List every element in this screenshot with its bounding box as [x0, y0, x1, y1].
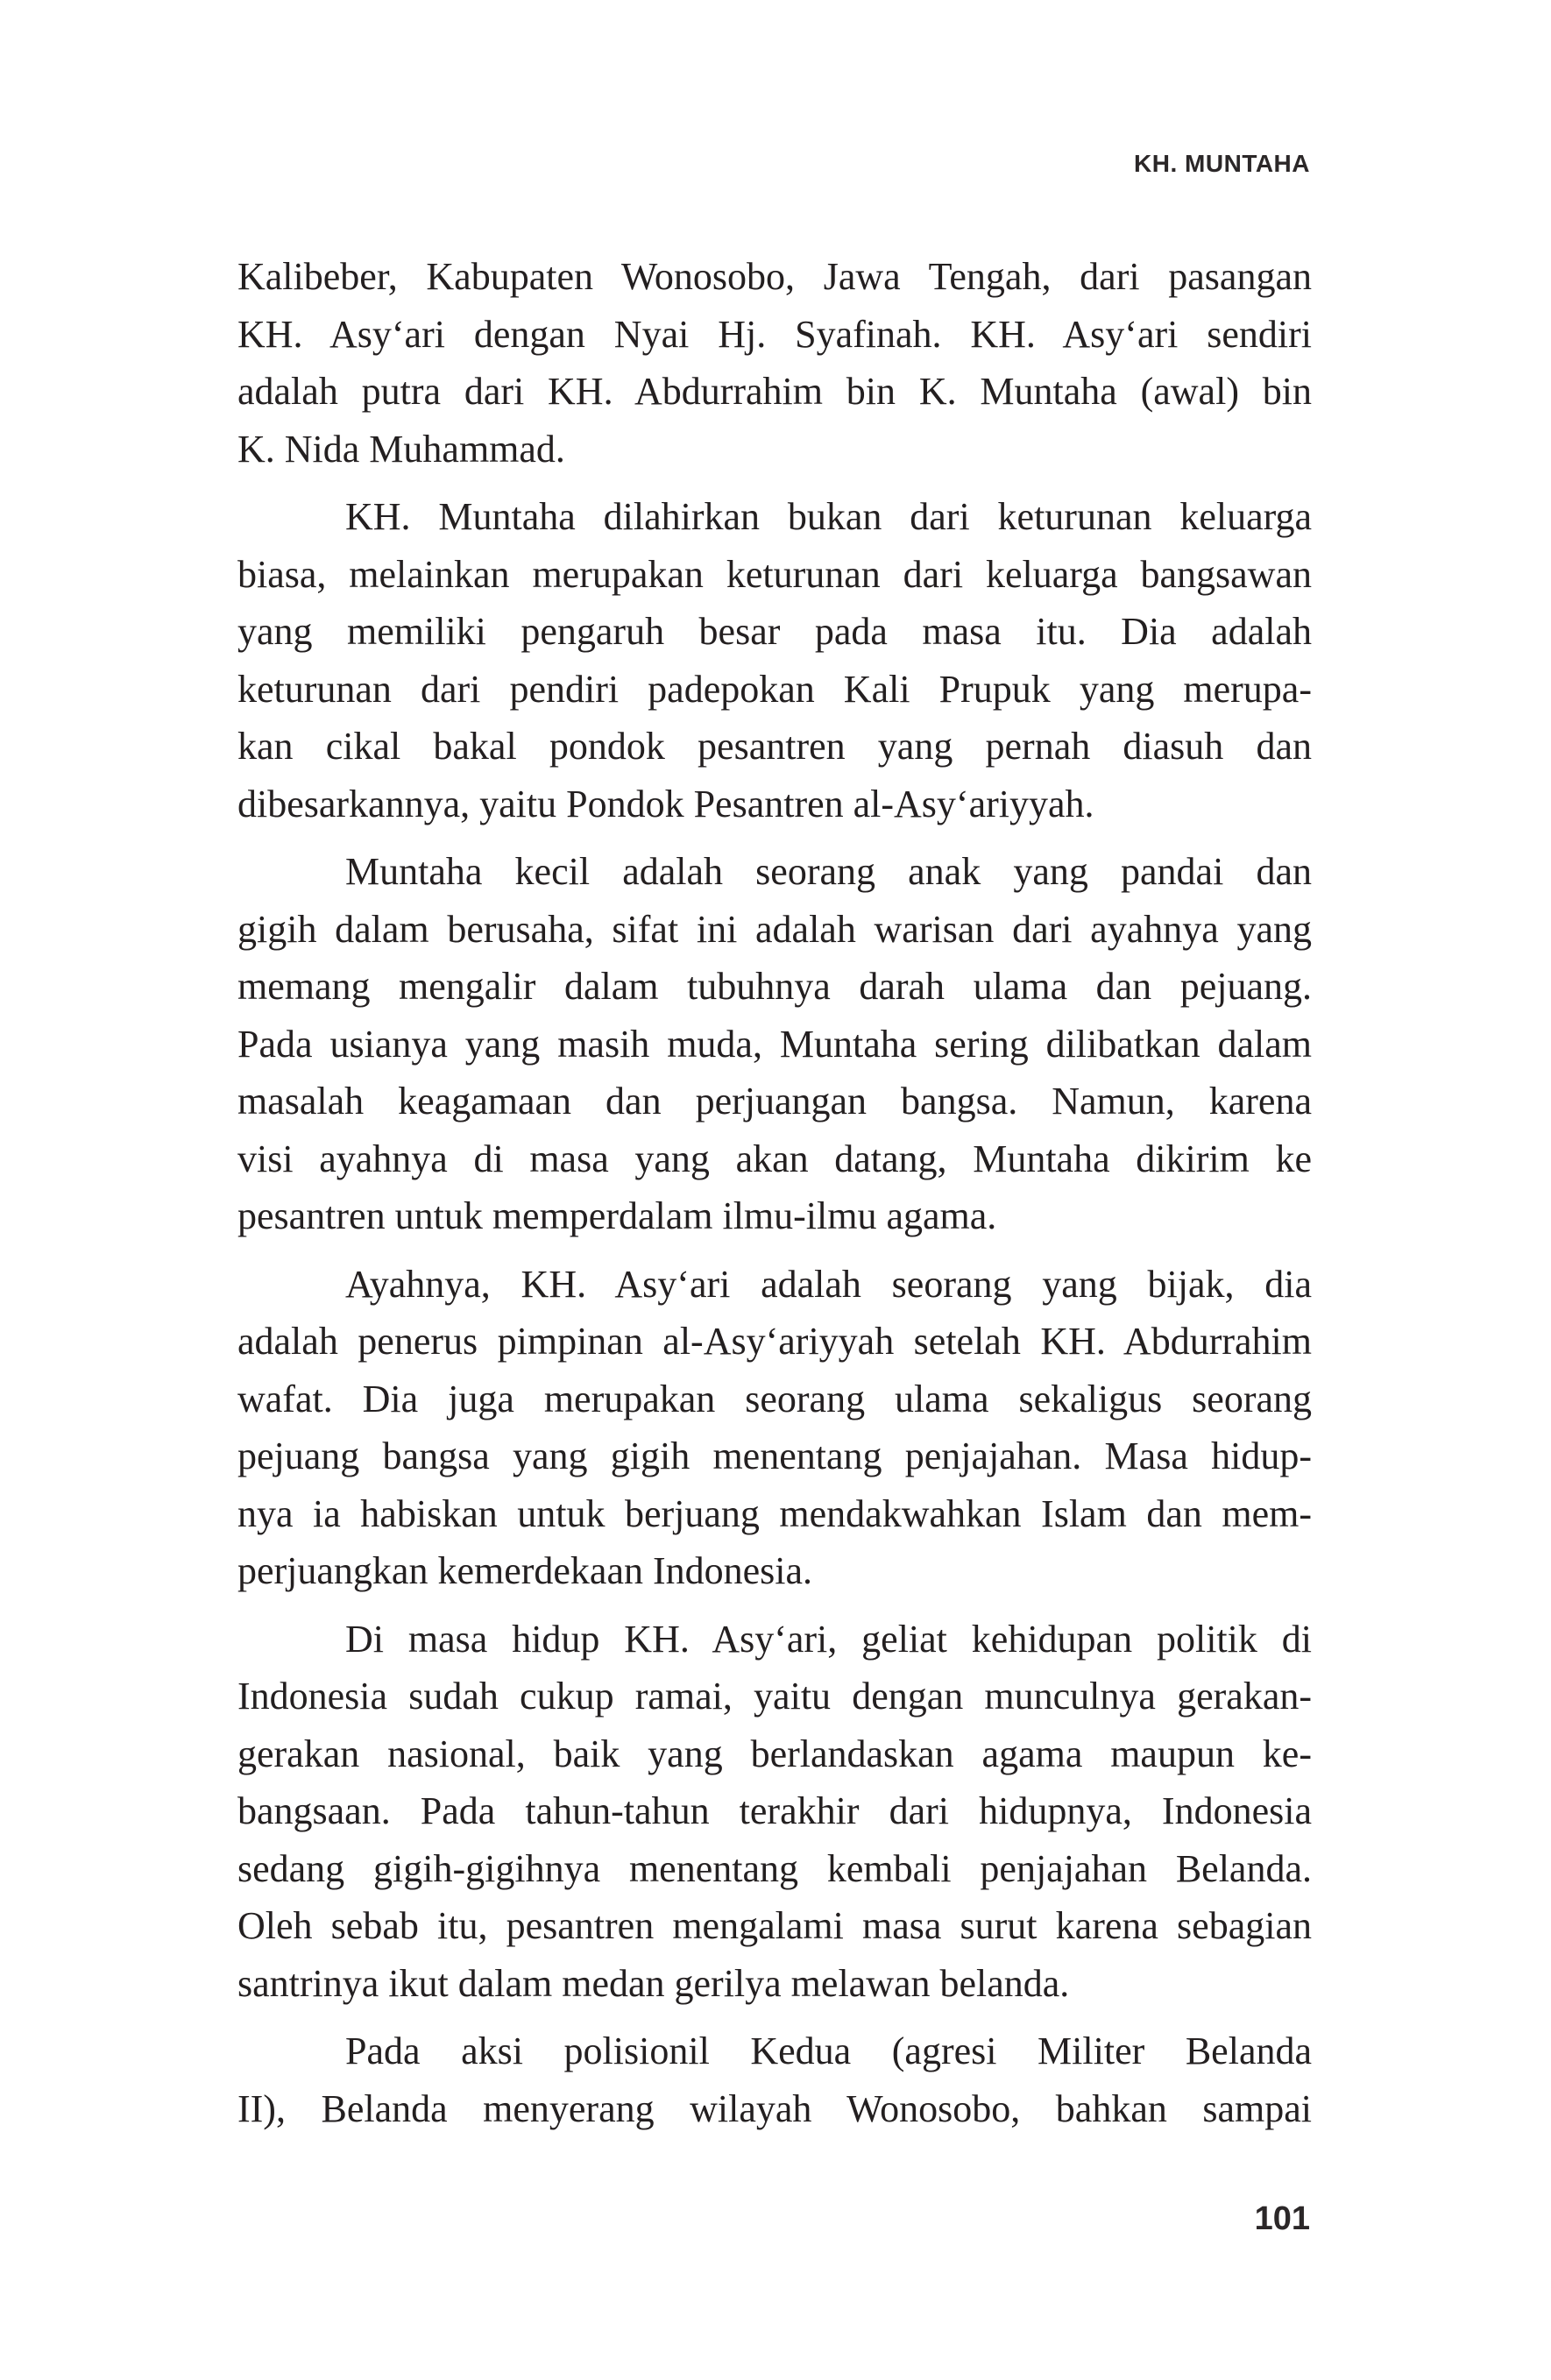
running-header: KH. MUNTAHA — [1134, 150, 1310, 177]
text-line: pesantren untuk memperdalam ilmu-ilmu agama. — [237, 1194, 997, 1237]
text-line: dibesarkannya, yaitu Pondok Pesantren al-Asy‘ariyyah. — [237, 782, 1094, 825]
text-line: bangsaan. Pada tahun-tahun terakhir dari hidupnya, Indonesia — [237, 1789, 1312, 1832]
text-line: adalah penerus pimpinan al-Asy‘ariyyah setelah KH. Abdurrahim — [237, 1320, 1312, 1363]
text-line: adalah putra dari KH. Abdurrahim bin K. Muntaha (awal) bin — [237, 370, 1312, 413]
text-line: K. Nida Muhammad. — [237, 427, 565, 471]
text-line: gerakan nasional, baik yang berlandaskan agama maupun ke- — [237, 1732, 1312, 1775]
text-line: keturunan dari pendiri padepokan Kali Prupuk yang merupa- — [237, 667, 1312, 711]
paragraph-2 — [237, 488, 1312, 832]
paragraph-3 — [237, 843, 1312, 1245]
paragraph-5 — [237, 1611, 1312, 2013]
text-line: biasa, melainkan merupakan keturunan dari keluarga bangsawan — [237, 552, 1312, 596]
text-line: Oleh sebab itu, pesantren mengalami masa surut karena sebagian — [237, 1904, 1312, 1947]
text-line: perjuangkan kemerdekaan Indonesia. — [237, 1549, 813, 1592]
text-line: masalah keagamaan dan perjuangan bangsa. Namun, karena — [237, 1080, 1312, 1123]
text-line: KH. Muntaha dilahirkan bukan dari keturunan keluarga — [345, 495, 1312, 538]
text-line: visi ayahnya di masa yang akan datang, Muntaha dikirim ke — [237, 1137, 1312, 1180]
text-line: gigih dalam berusaha, sifat ini adalah warisan dari ayahnya yang — [237, 907, 1312, 951]
page-number: 101 — [1254, 2200, 1310, 2237]
text-line: Kalibeber, Kabupaten Wonosobo, Jawa Tengah, dari pasangan — [237, 255, 1312, 298]
body-text — [237, 248, 1312, 2137]
paragraph-1 — [237, 248, 1312, 478]
text-line: II), Belanda menyerang wilayah Wonosobo, bahkan sampai — [237, 2086, 1312, 2130]
paragraph-6 — [237, 2022, 1312, 2137]
text-line: wafat. Dia juga merupakan seorang ulama sekaligus seorang — [237, 1377, 1312, 1420]
text-line: memang mengalir dalam tubuhnya darah ulama dan pejuang. — [237, 965, 1312, 1008]
text-line: yang memiliki pengaruh besar pada masa itu. Dia adalah — [237, 610, 1312, 653]
text-line: nya ia habiskan untuk berjuang mendakwahkan Islam dan mem- — [237, 1491, 1312, 1535]
text-line: Di masa hidup KH. Asy‘ari, geliat kehidupan politik di — [345, 1617, 1312, 1661]
text-line: Indonesia sudah cukup ramai, yaitu dengan munculnya gerakan- — [237, 1675, 1312, 1718]
text-line: Pada aksi polisionil Kedua (agresi Militer Belanda — [345, 2029, 1312, 2072]
text-line: Muntaha kecil adalah seorang anak yang pandai dan — [345, 850, 1312, 893]
text-line: kan cikal bakal pondok pesantren yang pernah diasuh dan — [237, 725, 1312, 768]
text-line: KH. Asy‘ari dengan Nyai Hj. Syafinah. KH. Asy‘ari sendiri — [237, 312, 1312, 356]
text-line: Pada usianya yang masih muda, Muntaha sering dilibatkan dalam — [237, 1022, 1312, 1066]
paragraph-4 — [237, 1256, 1312, 1600]
text-line: Ayahnya, KH. Asy‘ari adalah seorang yang bijak, dia — [345, 1262, 1312, 1306]
text-line: sedang gigih-gigihnya menentang kembali penjajahan Belanda. — [237, 1846, 1312, 1890]
text-line: pejuang bangsa yang gigih menentang penjajahan. Masa hidup- — [237, 1434, 1312, 1477]
text-line: santrinya ikut dalam medan gerilya melawan belanda. — [237, 1961, 1070, 2005]
